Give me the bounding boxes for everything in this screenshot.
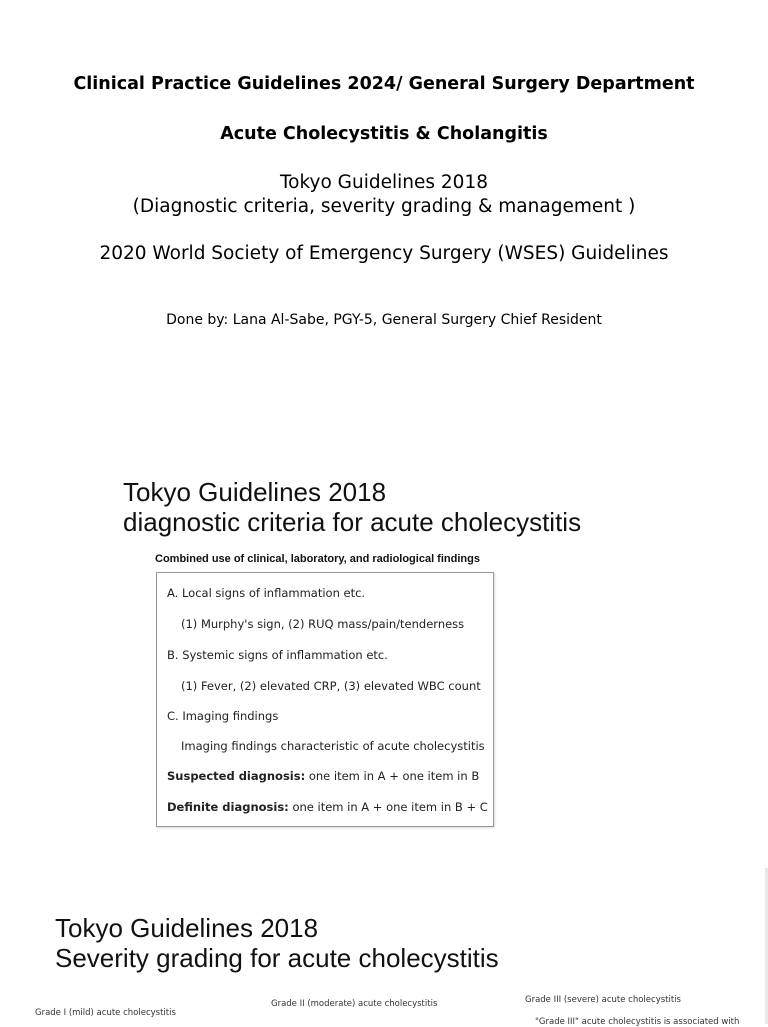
- definite-diagnosis-label: Definite diagnosis:: [167, 800, 289, 814]
- diagnostic-criteria-box: [156, 572, 494, 827]
- wses-guidelines-line: 2020 World Society of Emergency Surgery (WSES) Guidelines: [99, 243, 669, 264]
- definite-diagnosis-text: one item in A + one item in B + C: [288, 800, 488, 814]
- slide2-heading-line1: Tokyo Guidelines 2018: [55, 913, 319, 943]
- tokyo-guidelines-line: Tokyo Guidelines 2018: [280, 172, 488, 193]
- grade3-description: "Grade III" acute cholecystitis is associated with: [535, 1017, 740, 1027]
- author-line: Done by: Lana Al-Sabe, PGY-5, General Surgery Chief Resident: [166, 312, 602, 328]
- slide1-heading-line1: Tokyo Guidelines 2018: [123, 477, 387, 507]
- criteria-c-title: C. Imaging findings: [167, 709, 279, 723]
- suspected-diagnosis-line: [167, 769, 479, 783]
- suspected-diagnosis-text: one item in A + one item in B: [305, 769, 480, 783]
- criteria-a-items: (1) Murphy's sign, (2) RUQ mass/pain/tenderness: [181, 617, 465, 631]
- criteria-a-title: A. Local signs of inflammation etc.: [167, 586, 366, 600]
- slide2-heading: [55, 913, 499, 973]
- slide1-heading-line2: diagnostic criteria for acute cholecystitis: [123, 507, 582, 537]
- slide1-heading: [123, 477, 581, 537]
- criteria-c-items: Imaging findings characteristic of acute cholecystitis: [181, 739, 485, 753]
- criteria-b-title: B. Systemic signs of inflammation etc.: [167, 648, 388, 662]
- document-title: Clinical Practice Guidelines 2024/ General Surgery Department: [73, 74, 695, 94]
- criteria-b-items: (1) Fever, (2) elevated CRP, (3) elevated WBC count: [181, 679, 481, 693]
- slide2-heading-line2: Severity grading for acute cholecystitis: [55, 943, 499, 973]
- criteria-caption: Combined use of clinical, laboratory, and radiological findings: [155, 553, 480, 565]
- tokyo-guidelines-detail: (Diagnostic criteria, severity grading & management ): [132, 196, 636, 217]
- suspected-diagnosis-label: Suspected diagnosis:: [167, 769, 306, 783]
- grade2-label: Grade II (moderate) acute cholecystitis: [271, 999, 438, 1009]
- grade1-label: Grade I (mild) acute cholecystitis: [35, 1008, 176, 1018]
- definite-diagnosis-line: [167, 800, 488, 814]
- document-subtitle: Acute Cholecystitis & Cholangitis: [220, 124, 548, 144]
- grade3-label: Grade III (severe) acute cholecystitis: [525, 995, 681, 1005]
